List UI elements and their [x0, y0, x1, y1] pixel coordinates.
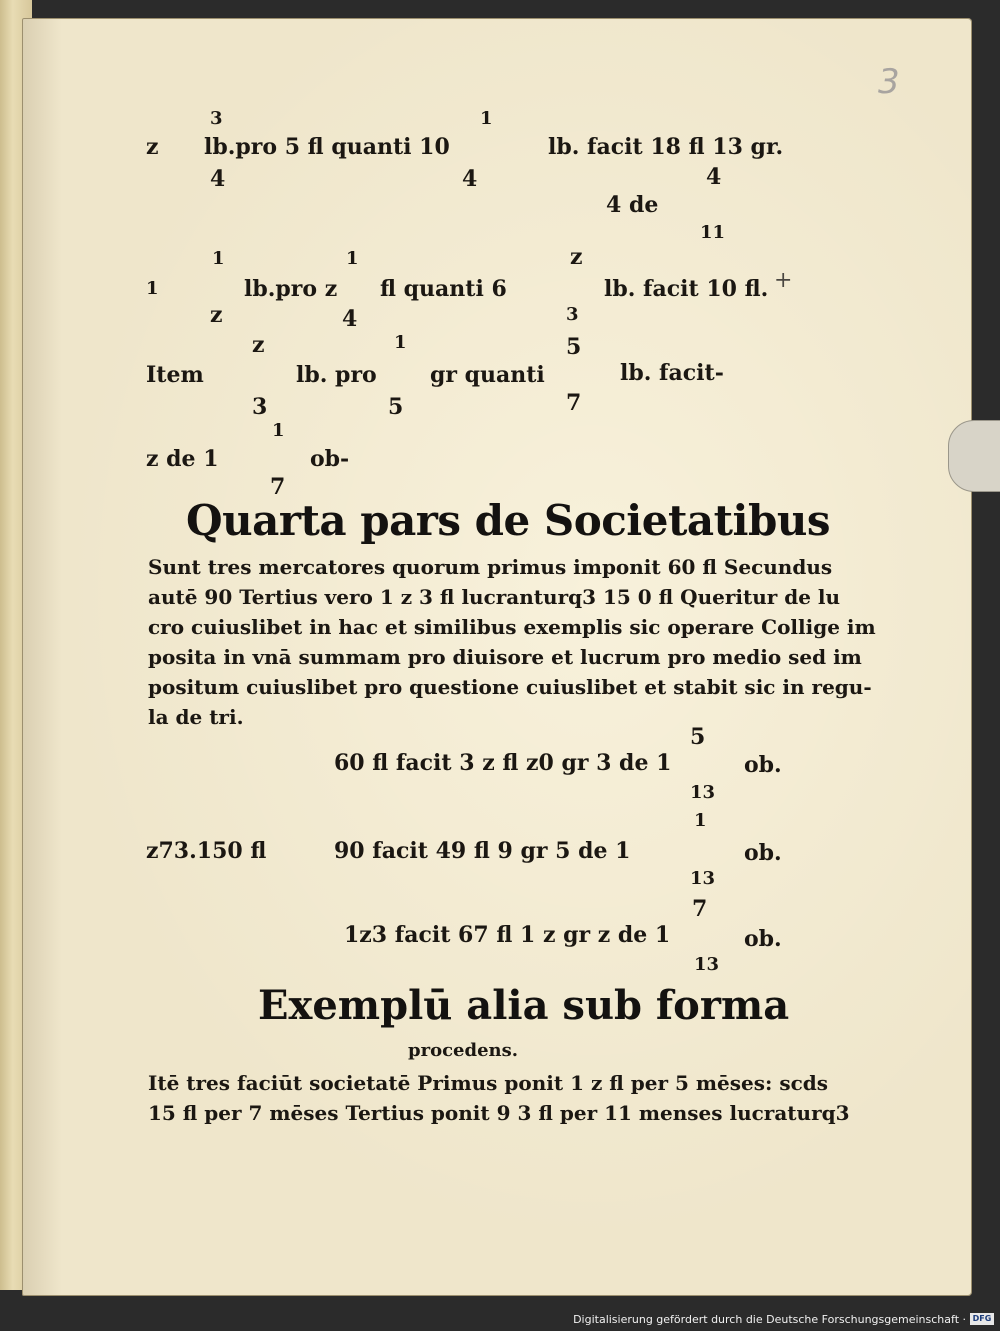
- text-line: Sunt tres mercatores quorum primus imponit 60 fl Secundus: [148, 555, 833, 579]
- share-row: 60 fl facit 3 z fl z0 gr 3 de 1: [334, 750, 672, 776]
- rule-text: z de 1: [146, 446, 219, 472]
- numeral: 1: [272, 420, 285, 441]
- rule-text: lb.pro 5 fl quanti 10: [204, 134, 450, 160]
- numeral: 1: [694, 810, 707, 831]
- divisor-label: z73.150 fl: [146, 838, 267, 864]
- numeral: 3: [210, 108, 223, 129]
- dfg-logo: DFG: [970, 1313, 994, 1325]
- section-heading: Exemplū alia sub forma: [258, 982, 790, 1029]
- numeral: 13: [690, 868, 716, 889]
- numeral: 1: [346, 248, 359, 269]
- numeral: 7: [692, 896, 708, 922]
- share-ob: ob.: [744, 840, 782, 866]
- numeral: 4: [342, 306, 358, 332]
- numeral: 7: [566, 390, 582, 416]
- share-ob: ob.: [744, 926, 782, 952]
- marginal-mark: +: [774, 268, 793, 293]
- share-row: 1z3 facit 67 fl 1 z gr z de 1: [344, 922, 671, 948]
- numeral: z: [146, 134, 159, 160]
- text-line: positum cuiuslibet pro questione cuiuslibet et stabit sic in regu-: [148, 675, 872, 699]
- numeral: 1: [146, 278, 159, 299]
- numeral: 1: [480, 108, 493, 129]
- numeral: 1: [212, 248, 225, 269]
- text-line: posita in vnā summam pro diuisore et lucrum pro medio sed im: [148, 645, 862, 669]
- section-heading: Quarta pars de Societatibus: [186, 496, 831, 545]
- pencil-page-number: 3: [878, 62, 900, 102]
- numeral: 3: [566, 304, 579, 325]
- numeral: 7: [270, 474, 286, 500]
- text-line: la de tri.: [148, 705, 244, 729]
- share-row: 90 facit 49 fl 9 gr 5 de 1: [334, 838, 631, 864]
- text-line: Itē tres faciūt societatē Primus ponit 1 z fl per 5 mēses: scds: [148, 1071, 829, 1095]
- numeral: 5: [690, 724, 706, 750]
- numeral: 5: [388, 394, 404, 420]
- text-line: autē 90 Tertius vero 1 z 3 fl lucranturq3 15 0 fl Queritur de lu: [148, 585, 841, 609]
- numeral: z: [252, 332, 265, 358]
- numeral: 5: [566, 334, 582, 360]
- numeral: 4: [706, 164, 722, 190]
- rule-text: lb. pro: [296, 362, 377, 388]
- paragraph-example: [148, 1068, 850, 1128]
- numeral: z: [570, 244, 583, 270]
- text-line: 15 fl per 7 mēses Tertius ponit 9 3 fl per 11 menses lucraturq3: [148, 1101, 850, 1125]
- rule-text: ob-: [310, 446, 350, 472]
- numeral: 13: [690, 782, 716, 803]
- rule-text: lb. facit 10 fl.: [604, 276, 769, 302]
- rule-text: lb.pro z: [244, 276, 338, 302]
- numeral: 11: [700, 222, 726, 243]
- page-turn-tab[interactable]: [948, 420, 1000, 492]
- rule-text: lb. facit-: [620, 360, 724, 386]
- rule-text: gr quanti: [430, 362, 545, 388]
- funding-credit: Digitalisierung gefördert durch die Deutsche Forschungsgemeinschaft ·: [573, 1313, 966, 1326]
- rule-text: fl quanti 6: [380, 276, 507, 302]
- text-line: cro cuiuslibet in hac et similibus exemplis sic operare Collige im: [148, 615, 876, 639]
- rule-text: lb. facit 18 fl 13 gr.: [548, 134, 784, 160]
- numeral: z: [210, 302, 223, 328]
- numeral: 4 de: [606, 192, 659, 218]
- numeral: 13: [694, 954, 720, 975]
- numeral: 1: [394, 332, 407, 353]
- heading-subline: procedens.: [408, 1040, 519, 1061]
- share-ob: ob.: [744, 752, 782, 778]
- numeral: 3: [252, 394, 268, 420]
- numeral: 4: [462, 166, 478, 192]
- rule-text: Item: [146, 362, 204, 388]
- numeral: 4: [210, 166, 226, 192]
- paragraph-societas: [148, 552, 876, 732]
